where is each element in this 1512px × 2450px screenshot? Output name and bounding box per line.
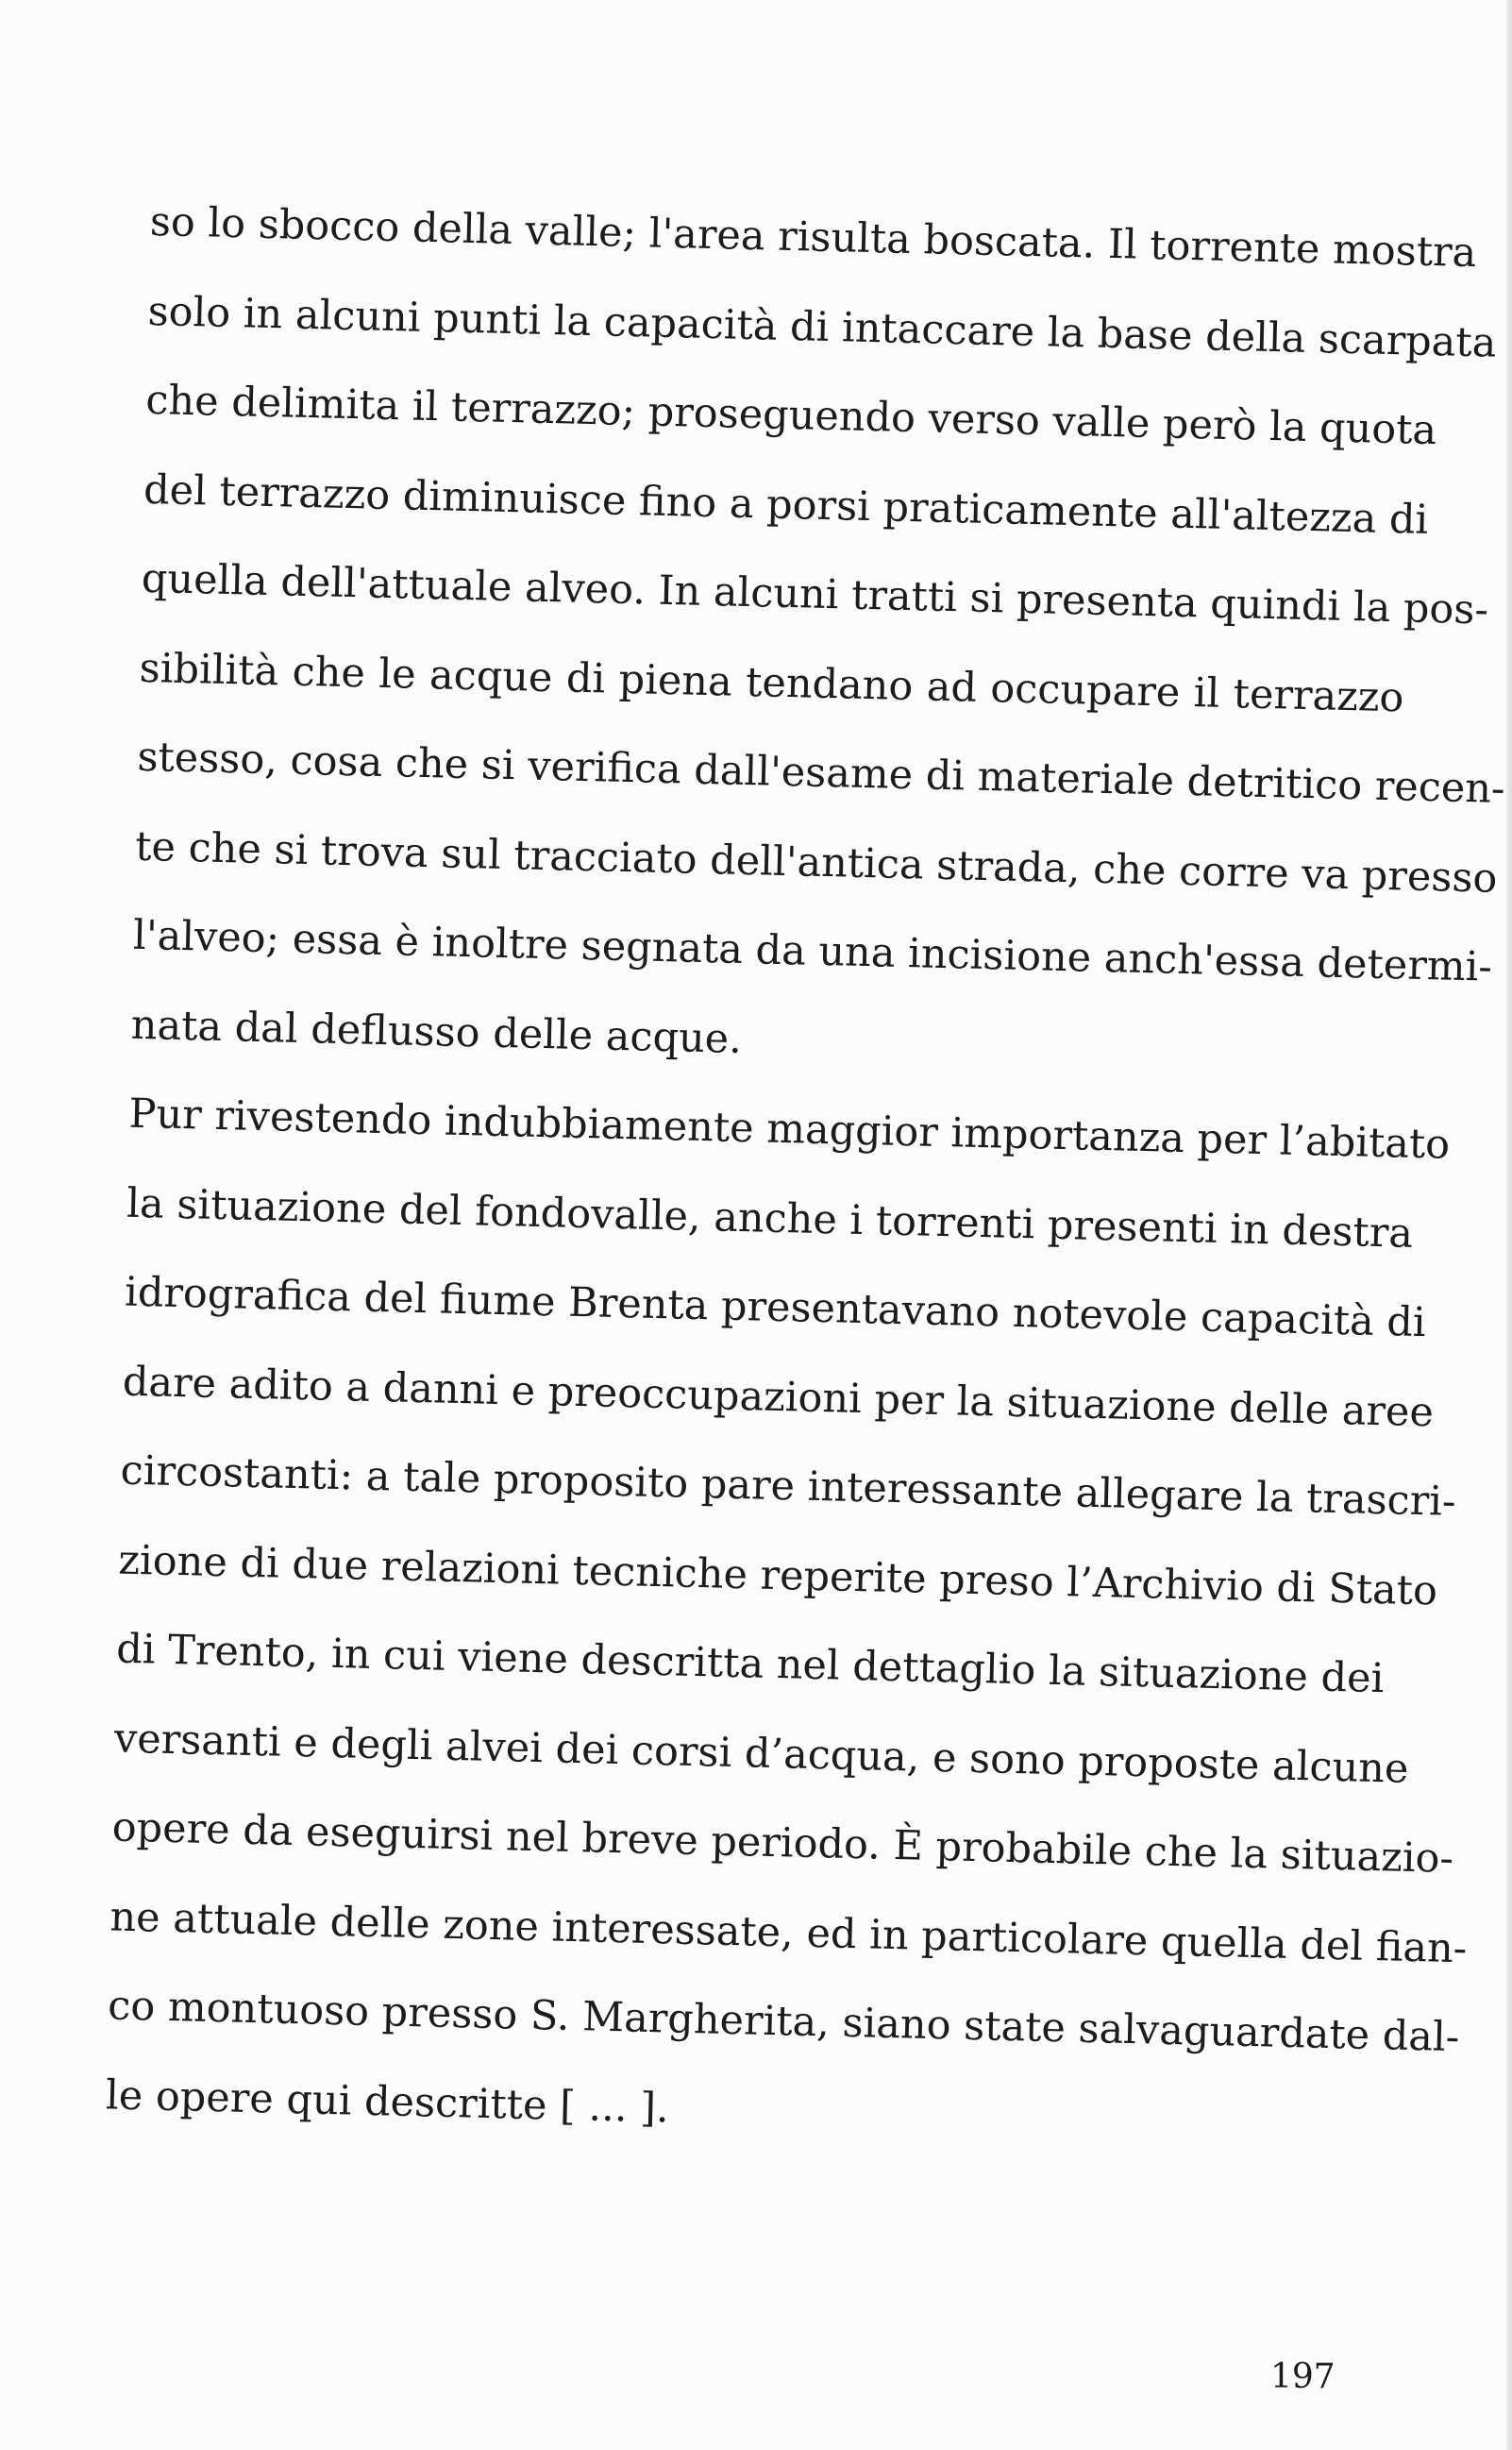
text-line: del terrazzo diminuisce fino a porsi praticamente all'altezza di [143, 465, 1429, 544]
text-line: l'alveo; essa è inoltre segnata da una incisione anch'essa determi- [132, 911, 1493, 991]
text-line: di Trento, in cui viene descritta nel dettaglio la situazione dei [115, 1625, 1385, 1703]
text-line: zione di due relazioni tecniche reperite preso l’Archivio di Stato [117, 1536, 1438, 1615]
text-line: ne attuale delle zone interessate, ed in particolare quella del fian- [109, 1892, 1468, 1972]
text-line: te che si trova sul tracciato dell'antica strada, che corre va presso [134, 822, 1498, 903]
page-edge-shadow [1506, 0, 1512, 2450]
text-line: circostanti: a tale proposito pare interessante allegare la trascri- [120, 1446, 1457, 1526]
paragraph-2 [105, 1070, 1468, 2170]
text-line: la situazione del fondovalle, anche i torrenti presenti in destra [126, 1179, 1414, 1258]
paragraph-1 [130, 177, 1506, 1099]
text-line: so lo sbocco della valle; l'area risulta boscata. Il torrente mostra [149, 197, 1477, 278]
text-line: stesso, cosa che si verifica dall'esame di materiale detritico recen- [136, 733, 1506, 813]
text-line: quella dell'attuale alveo. In alcuni tratti si presenta quindi la pos- [141, 554, 1489, 634]
text-line: co montuoso presso S. Margherita, siano state salvaguardate dal- [107, 1982, 1460, 2062]
text-line: che delimita il terrazzo; proseguendo verso valle però la quota [144, 376, 1437, 455]
body-text [105, 177, 1506, 2170]
page-number: 197 [1270, 2357, 1336, 2396]
text-line: idrografica del fiume Brenta presentavano notevole capacità di [124, 1268, 1427, 1347]
text-line: opere da eseguirsi nel breve periodo. È probabile che la situazio- [111, 1803, 1454, 1883]
text-line: versanti e degli alvei dei corsi d’acqua, e sono proposte alcune [113, 1715, 1409, 1793]
text-line: Pur rivestendo indubbiamente maggior importanza per l’abitato [128, 1090, 1451, 1169]
text-line: sibilità che le acque di piena tendano ad occupare il terrazzo [139, 644, 1404, 721]
text-line: nata dal deflusso delle acque. [130, 1001, 743, 1063]
text-line: le opere qui descritte [ ... ]. [105, 2070, 670, 2132]
text-line: dare adito a danni e preoccupazioni per la situazione delle aree [122, 1358, 1435, 1436]
text-line: solo in alcuni punti la capacità di intaccare la base della scarpata [147, 287, 1497, 367]
